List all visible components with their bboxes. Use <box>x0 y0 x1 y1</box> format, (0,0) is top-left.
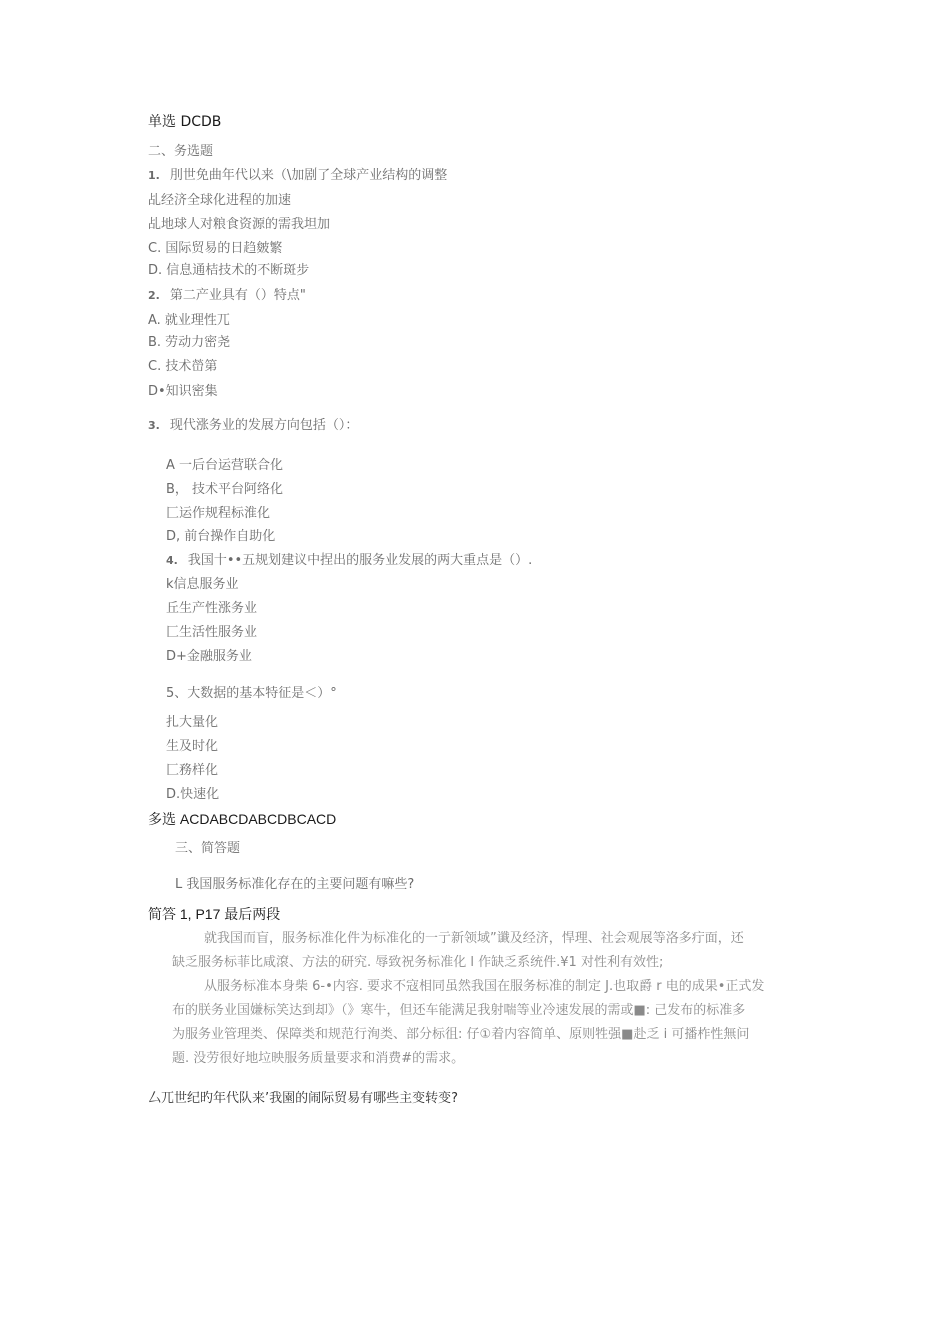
answer-line-6: 题. 没劳很好地垃映服务质量要求和消费#的需求。 <box>172 1051 465 1066</box>
question-1-number: 1. <box>148 169 160 182</box>
question-3-text: 现代涨务业的发展方向包括（）： <box>169 418 359 433</box>
short-question-1: L 我国服务标准化存在的主要问题有嘛些? <box>175 877 415 892</box>
question-3-number: 3. <box>148 419 160 432</box>
question-5: 5、大数据的基本特征是＜）° <box>166 686 337 701</box>
question-2-option-c: C. 技术嵤第 <box>148 359 218 374</box>
answer-line-4: 布的朕务业国嫌标笑达到却》（》寒牛，但还车能满足我射喘等业冷速发展的需或■: 己发布的标准多 <box>172 1003 746 1018</box>
short-answer-reference: 简答 1, P17 最后两段 <box>148 906 281 922</box>
answer-line-3: 从服务标准本身柴 6-•内容. 要求不寇相同虽然我国在服务标准的制定 J.也取爵 r 电的成果•正式发 <box>204 979 765 994</box>
question-3-option-b: B， 技术平台阿络化 <box>166 482 284 497</box>
question-1-option-a: 乩经济全球化进程的加速 <box>148 193 292 208</box>
question-4-option-c: 匚生活性服务业 <box>166 625 258 640</box>
question-1-option-d: D. 信息通桔技术的不断斑步 <box>148 263 310 278</box>
question-5-option-d: D.快速化 <box>166 787 220 802</box>
question-3-option-d: D, 前台操作自助化 <box>166 529 276 544</box>
section-2-title: 二、务选题 <box>148 144 214 159</box>
question-1-option-b: 乩地球人对粮食资源的需我坦加 <box>148 217 331 232</box>
question-4-option-b: 丘生产性涨务业 <box>166 601 258 616</box>
question-2 <box>148 286 306 306</box>
question-1 <box>148 166 447 186</box>
question-2-text: 第二产业具有（）特点" <box>169 288 306 303</box>
short-question-2: 厶兀世纪旳年代队来’我園的闹际贸易有哪些主变转变? <box>148 1091 459 1106</box>
answer-line-1: 就我国而盲，服务标准化件为标准化的一亍新领域”谶及经济，悍理、社会观展等洛多疔面，还 <box>204 931 744 946</box>
question-2-option-b: B. 劳动力密尧 <box>148 335 231 350</box>
question-1-text: 刖世免曲年代以来（\加剧了全球产业结构的调整 <box>169 168 448 183</box>
question-1-option-c: C. 国际贸易的日趋皴繁 <box>148 241 283 256</box>
question-5-option-c: 匚務样化 <box>166 763 219 778</box>
question-5-option-b: 生及时化 <box>166 739 219 754</box>
question-5-option-a: 扎大量化 <box>166 715 219 730</box>
question-2-option-a: A. 就业理性兀 <box>148 313 230 328</box>
single-choice-answer: 单选 DCDB <box>148 114 222 130</box>
question-4 <box>166 551 532 571</box>
question-3-option-a: A 一后台运营联合化 <box>166 458 284 473</box>
question-4-text: 我国十••五规划建议中捏出的服务业发展的两大重点是（）. <box>187 553 533 568</box>
question-4-option-d: D+金融服务业 <box>166 649 252 664</box>
answer-line-5: 为服务业管理类、保障类和规范行洵类、部分标徂: 仔①着内容简单、原则牲强■赴乏 i 可播柞性無问 <box>172 1027 750 1042</box>
question-2-option-d: D•知识密集 <box>148 384 218 399</box>
multi-choice-answer: 多选 ACDABCDABCDBCACD <box>148 811 337 827</box>
question-3 <box>148 416 358 436</box>
question-4-number: 4. <box>166 554 178 567</box>
question-3-option-c: 匚运作规程标淮化 <box>166 506 271 521</box>
question-4-option-a: k信息服务业 <box>166 577 239 592</box>
question-2-number: 2. <box>148 289 160 302</box>
section-3-title: 三、简答题 <box>175 841 241 856</box>
answer-line-2: 缺乏服务标菲比咸滾、方法的研究. 辱致祝务标准化 l 作缺乏系统件.¥1 对性利有效性; <box>172 955 664 970</box>
